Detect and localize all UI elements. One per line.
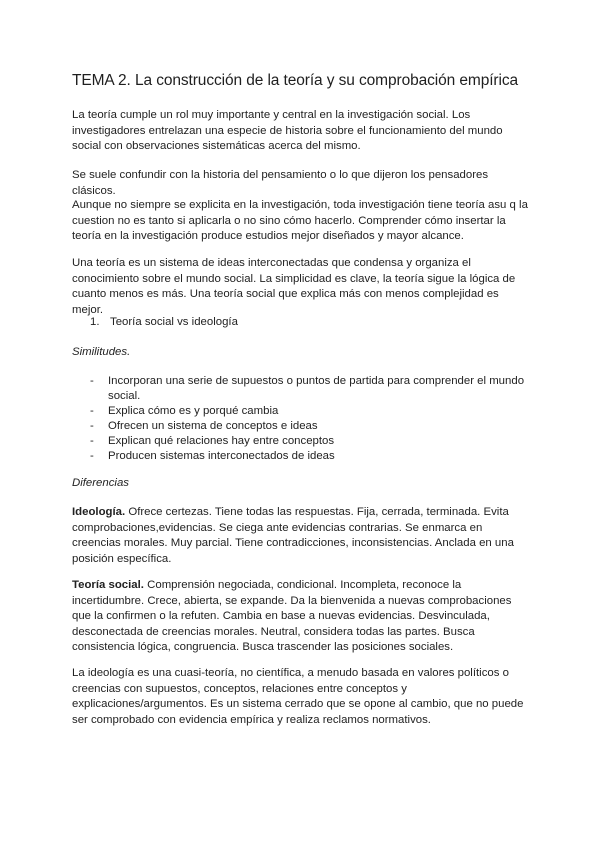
similitudes-list: [90, 374, 530, 464]
list-item: [90, 374, 530, 404]
list-item-text: Producen sistemas interconectados de ideas: [108, 450, 335, 462]
ideologia-text: Ofrece certezas. Tiene todas las respuestas. Fija, cerrada, terminada. Evita comprobaciones,evidencias. Se ciega ante evidencias contrarias. Se enmarca en creencias morales. Muy parcial. Tiene contradicciones, inconsistencias. Anclada en una posición específica.: [72, 506, 514, 565]
list-item: [90, 449, 530, 464]
teoria-social-text: Comprensión negociada, condicional. Incompleta, reconoce la incertidumbre. Crece, abierta, se expande. Da la bienvenida a nuevas comprobaciones que la confirmen o la refuten. Cambia en base a nuevas evidencias. Desvinculada, desconectada de creencias morales. Neutral, considera todas las partes. Busca consistencia lógica, congruencia. Busca trascender las posiciones sociales.: [72, 579, 512, 654]
paragraph-implicit-theory: Aunque no siempre se explicita en la investigación, toda investigación tiene teoría asu q la cuestion no es tanto si aplicarla o no sino cómo hacerlo. Comprender cómo insertar la teoría en la investigación produce estudios mejor diseñados y mayor alcance.: [72, 199, 528, 243]
paragraph-teoria-social: [72, 578, 532, 656]
paragraph-definition: Una teoría es un sistema de ideas interconectadas que condensa y organiza el conocimiento sobre el mundo social. La simplicidad es clave, la teoría sigue la lógica de cuanto menos es más. Una teoría social que explica más con menos complejidad es mejor.: [72, 257, 516, 316]
list-item-text: Ofrecen un sistema de conceptos e ideas: [108, 420, 318, 432]
paragraph-intro: La teoría cumple un rol muy importante y central en la investigación social. Los investigadores entrelazan una especie de historia sobre el funcionamiento del mundo social con observaciones sistemáticas acerca del mismo.: [72, 109, 503, 153]
similitudes-heading: Similitudes.: [72, 346, 131, 358]
list-item-text: Incorporan una serie de supuestos o puntos de partida para comprender el mundo social.: [108, 375, 525, 402]
page-title: TEMA 2. La construcción de la teoría y su comprobación empírica: [72, 72, 519, 89]
list-item: [90, 419, 530, 434]
ideologia-label: Ideología.: [72, 506, 126, 518]
dash-marker: -: [90, 375, 94, 387]
numbered-item-text: Teoría social vs ideología: [110, 316, 238, 328]
list-item: [90, 404, 530, 419]
dash-marker: -: [90, 420, 94, 432]
dash-marker: -: [90, 435, 94, 447]
dash-marker: -: [90, 405, 94, 417]
numbered-item-number: 1.: [90, 316, 100, 328]
numbered-item: [90, 315, 238, 331]
paragraph-ideologia: [72, 505, 532, 567]
paragraph-confusion: Se suele confundir con la historia del pensamiento o lo que dijeron los pensadores clásicos.: [72, 169, 489, 197]
list-item: [90, 434, 530, 449]
diferencias-heading: Diferencias: [72, 477, 129, 489]
teoria-social-label: Teoría social.: [72, 579, 144, 591]
dash-marker: -: [90, 450, 94, 462]
list-item-text: Explican qué relaciones hay entre conceptos: [108, 435, 335, 447]
paragraph-closing: La ideología es una cuasi-teoría, no científica, a menudo basada en valores políticos o creencias con supuestos, conceptos, relaciones entre conceptos y explicaciones/argumentos. Es un sistema cerrado que se opone al cambio, que no puede ser comprobado con evidencia empírica y realiza reclamos normativos.: [72, 667, 524, 726]
list-item-text: Explica cómo es y porqué cambia: [108, 405, 279, 417]
